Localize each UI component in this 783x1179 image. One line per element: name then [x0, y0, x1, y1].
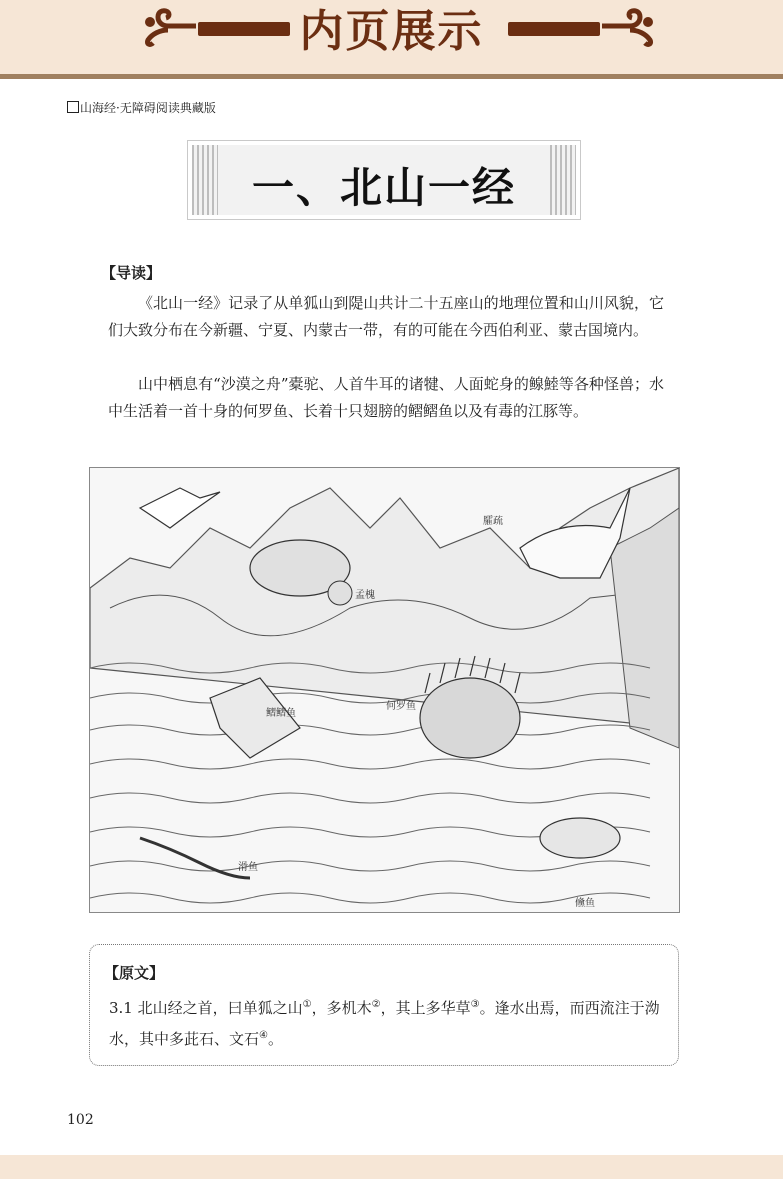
page-number: 102 — [67, 1112, 94, 1128]
caption-hero-fish: 何罗鱼 — [386, 701, 416, 712]
running-head — [67, 99, 216, 116]
footnote-marker[interactable]: ④ — [259, 1030, 268, 1041]
caption-beast: 孟槐 — [355, 590, 375, 601]
chapter-title-frame — [187, 140, 581, 220]
original-text-box — [89, 944, 679, 1066]
checkbox-glyph-icon — [67, 101, 79, 113]
original-label: 【原文】 — [104, 964, 165, 982]
intro-paragraph-1: 《北山一经》记录了从单狐山到隄山共计二十五座山的地理位置和山川风貌，它们大致分布在今新疆、宁夏、内蒙古一带，有的可能在今西伯利亚、蒙古国境内。 — [108, 294, 664, 339]
footnote-marker[interactable]: ② — [371, 999, 381, 1010]
page-banner — [0, 0, 783, 74]
banner-rule — [0, 74, 783, 79]
running-head-text: 山海经·无障碍阅读典藏版 — [80, 101, 216, 115]
banner-title: 内页展示 — [299, 6, 484, 57]
caption-tiao-fish: 儵鱼 — [575, 898, 595, 909]
illustration-drawing — [90, 468, 679, 912]
intro-label: 【导读】 — [101, 264, 162, 282]
footnote-marker[interactable]: ① — [302, 999, 312, 1010]
original-segment: 3.1 北山经之首，曰单狐之山 — [109, 999, 303, 1017]
chapter-title-panel — [192, 145, 576, 215]
caption-winged-fish: 鳛鳛鱼 — [266, 708, 296, 719]
original-segment: ，多机木 — [311, 999, 372, 1017]
intro-paragraph-2: 山中栖息有“沙漠之舟”橐驼、人首牛耳的诸犍、人面蛇身的鳈鯥等各种怪兽；水中生活着一首十身的何罗鱼、长着十只翅膀的鳛鳛鱼以及有毒的江豚等。 — [108, 375, 664, 420]
original-text — [109, 991, 665, 1053]
footnote-marker[interactable]: ③ — [470, 999, 480, 1010]
scroll-ornament-right-icon — [600, 8, 658, 48]
original-segment: 。 — [267, 1030, 283, 1048]
caption-horse: 臛疏 — [483, 516, 503, 527]
caption-slippery-fish: 滑鱼 — [238, 862, 258, 873]
banner-bar-right — [508, 22, 600, 36]
chapter-title: 一、北山一经 — [251, 163, 516, 212]
original-segment: 。逢水出焉，而西流注于泑水，其中多茈石、文石 — [109, 999, 660, 1048]
illustration-woodcut — [89, 467, 680, 913]
original-segment: ，其上多华草 — [380, 999, 471, 1017]
footer-band — [0, 1155, 783, 1179]
